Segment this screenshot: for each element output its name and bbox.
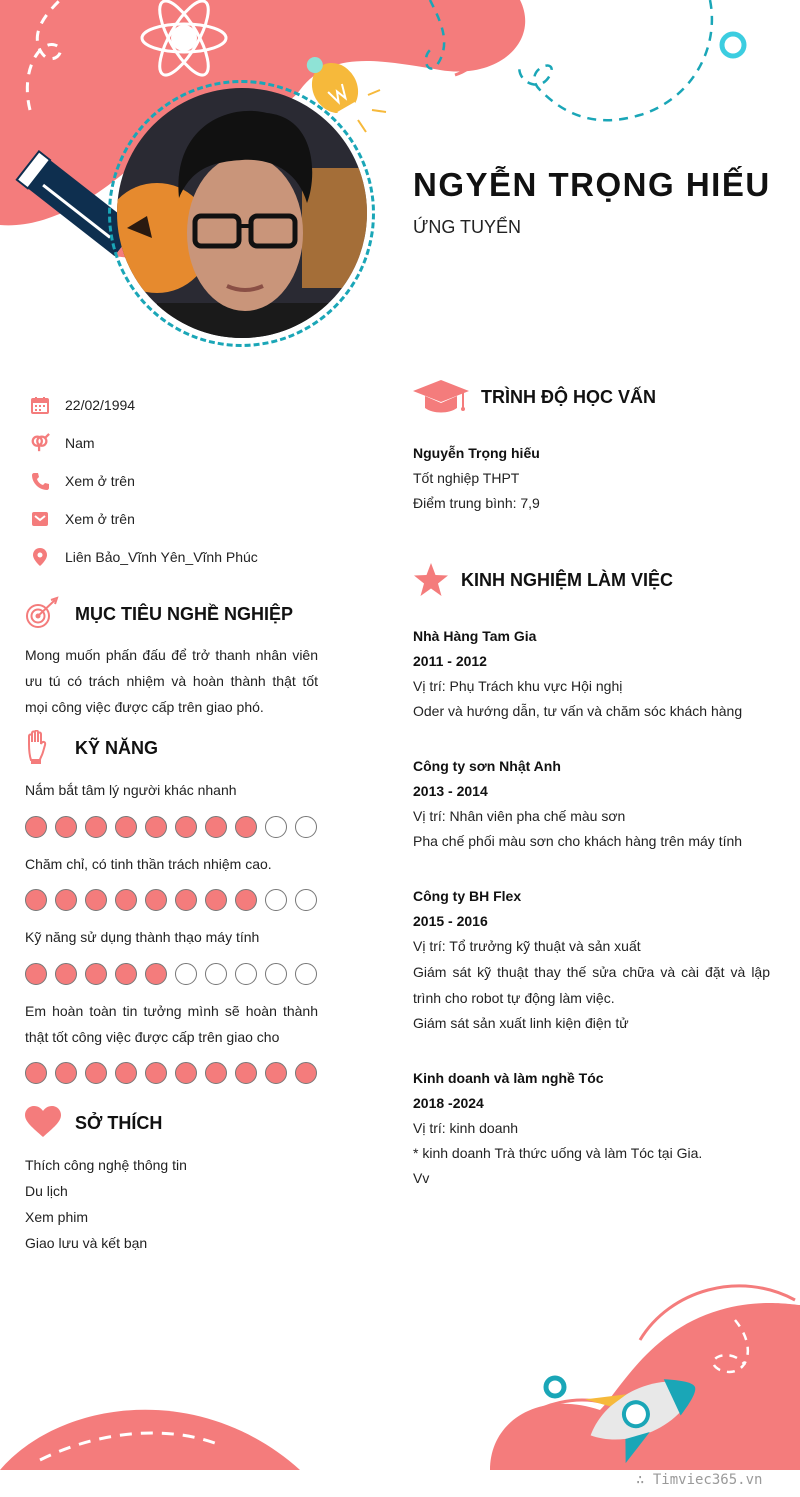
heart-icon	[25, 1106, 61, 1140]
portrait-image	[117, 88, 367, 338]
rating-dot	[55, 816, 77, 838]
rating-dot	[55, 963, 77, 985]
rating-dot	[295, 963, 317, 985]
job-period: 2011 - 2012	[413, 653, 487, 669]
education-gpa: Điểm trung bình: 7,9	[413, 495, 540, 511]
email-text: Xem ở trên	[65, 511, 135, 527]
address-text: Liên Bảo_Vĩnh Yên_Vĩnh Phúc	[65, 549, 258, 565]
hobby-item: Xem phim	[25, 1209, 89, 1225]
skill-label-4: Em hoàn toàn tin tưởng mình sẽ hoàn thành thật tốt công việc được cấp trên giao cho	[25, 1003, 318, 1045]
job-period: 2018 -2024	[413, 1095, 484, 1111]
job-line: Giám sát kỹ thuật thay thế sửa chữa và cài đặt và lập trình cho robot tự động làm việc.	[413, 964, 770, 1006]
phone-icon	[30, 471, 50, 491]
rating-dot	[85, 816, 107, 838]
job-line: Vị trí: kinh doanh	[413, 1120, 519, 1136]
rating-dot	[205, 963, 227, 985]
rating-dot	[85, 1062, 107, 1084]
job-company: Kinh doanh và làm nghề Tóc	[413, 1070, 604, 1086]
target-icon	[25, 596, 61, 632]
job-line: * kinh doanh Trà thức uống và làm Tóc tại Gia.	[413, 1145, 703, 1161]
info-phone	[30, 462, 360, 500]
job-line: Vị trí: Tổ trưởng kỹ thuật và sản xuất	[413, 938, 641, 954]
calendar-icon	[30, 395, 50, 415]
skill-rating-1	[25, 816, 317, 838]
job-line: Oder và hướng dẫn, tư vấn và chăm sóc khách hàng	[413, 703, 743, 719]
experience-title: KINH NGHIỆM LÀM VIỆC	[461, 569, 674, 590]
rating-dot	[205, 816, 227, 838]
rating-dot	[235, 1062, 257, 1084]
rating-dot	[85, 889, 107, 911]
rating-dot	[235, 963, 257, 985]
rating-dot	[25, 816, 47, 838]
education-content	[413, 441, 773, 516]
hobby-item: Du lịch	[25, 1183, 68, 1199]
watermark: ∴ Timviec365.vn	[636, 1472, 763, 1488]
rating-dot	[25, 963, 47, 985]
rating-dot	[55, 889, 77, 911]
personal-info	[30, 386, 360, 576]
rating-dot	[205, 1062, 227, 1084]
rating-dot	[115, 816, 137, 838]
hobbies-heading	[25, 1106, 162, 1140]
job-period: 2015 - 2016	[413, 913, 488, 929]
skill-rating-2	[25, 889, 317, 911]
skills-heading	[25, 730, 158, 766]
rating-dot	[265, 963, 287, 985]
skill-rating-3	[25, 963, 317, 985]
skill-rating-4	[25, 1062, 317, 1084]
job-line: Giám sát sản xuất linh kiện điện tử	[413, 1015, 629, 1031]
candidate-name: NGYỄN TRỌNG HIẾU	[413, 166, 771, 203]
info-address	[30, 538, 360, 576]
star-icon	[413, 562, 449, 598]
job-company: Công ty BH Flex	[413, 888, 522, 904]
rating-dot	[25, 889, 47, 911]
job-entry	[413, 624, 773, 724]
rating-dot	[265, 816, 287, 838]
rating-dot	[295, 816, 317, 838]
education-title: TRÌNH ĐỘ HỌC VẤN	[481, 386, 656, 407]
job-company: Nhà Hàng Tam Gia	[413, 628, 537, 644]
job-entry	[413, 884, 770, 1036]
rating-dot	[145, 1062, 167, 1084]
birthdate-text: 22/02/1994	[65, 397, 136, 413]
objective-title: MỤC TIÊU NGHỀ NGHIỆP	[75, 603, 294, 624]
rating-dot	[235, 816, 257, 838]
hobbies-title: SỞ THÍCH	[75, 1112, 163, 1133]
location-icon	[30, 547, 50, 567]
hobby-item: Thích công nghệ thông tin	[25, 1157, 187, 1173]
info-birthdate	[30, 386, 360, 424]
rating-dot	[145, 889, 167, 911]
rating-dot	[175, 889, 197, 911]
hobby-item: Giao lưu và kết bạn	[25, 1235, 148, 1251]
info-email	[30, 500, 360, 538]
rating-dot	[115, 889, 137, 911]
job-line: Pha chế phối màu sơn cho khách hàng trên máy tính	[413, 833, 743, 849]
job-entry	[413, 1066, 773, 1191]
rating-dot	[55, 1062, 77, 1084]
job-line: Vị trí: Nhân viên pha chế màu sơn	[413, 808, 626, 824]
hobbies-list	[25, 1152, 187, 1256]
info-gender	[30, 424, 360, 462]
job-entry	[413, 754, 773, 854]
job-period: 2013 - 2014	[413, 783, 488, 799]
experience-heading	[413, 562, 673, 598]
rating-dot	[265, 1062, 287, 1084]
objective-heading	[25, 596, 293, 632]
rating-dot	[25, 1062, 47, 1084]
education-heading	[413, 380, 656, 414]
avatar	[117, 88, 367, 338]
education-school: Nguyễn Trọng hiếu	[413, 445, 540, 461]
objective-text: Mong muốn phấn đấu để trở thanh nhân viên ưu tú có trách nhiệm và hoàn thành thật tốt mọi công việc được cấp trên giao phó.	[25, 647, 318, 715]
rating-dot	[145, 816, 167, 838]
job-company: Công ty sơn Nhật Anh	[413, 758, 561, 774]
skill-label-1: Nắm bắt tâm lý người khác nhanh	[25, 782, 237, 798]
rating-dot	[205, 889, 227, 911]
job-line: Vv	[413, 1170, 430, 1186]
gender-text: Nam	[65, 435, 95, 451]
phone-text: Xem ở trên	[65, 473, 135, 489]
email-icon	[30, 509, 50, 529]
rating-dot	[175, 1062, 197, 1084]
rating-dot	[115, 963, 137, 985]
footer-decoration	[0, 1260, 800, 1497]
rating-dot	[295, 1062, 317, 1084]
rating-dot	[115, 1062, 137, 1084]
rating-dot	[85, 963, 107, 985]
skills-title: KỸ NĂNG	[75, 737, 159, 758]
job-line: Vị trí: Phụ Trách khu vực Hội nghị	[413, 678, 623, 694]
education-degree: Tốt nghiệp THPT	[413, 470, 520, 486]
rating-dot	[175, 963, 197, 985]
rating-dot	[175, 816, 197, 838]
rating-dot	[145, 963, 167, 985]
graduation-cap-icon	[413, 380, 469, 414]
rating-dot	[295, 889, 317, 911]
gender-icon	[30, 433, 50, 453]
skill-label-2: Chăm chỉ, có tinh thần trách nhiệm cao.	[25, 856, 272, 872]
hand-icon	[25, 730, 61, 766]
rating-dot	[235, 889, 257, 911]
rating-dot	[265, 889, 287, 911]
skill-label-3: Kỹ năng sử dụng thành thạo máy tính	[25, 929, 260, 945]
candidate-role: ỨNG TUYỂN	[413, 217, 522, 237]
